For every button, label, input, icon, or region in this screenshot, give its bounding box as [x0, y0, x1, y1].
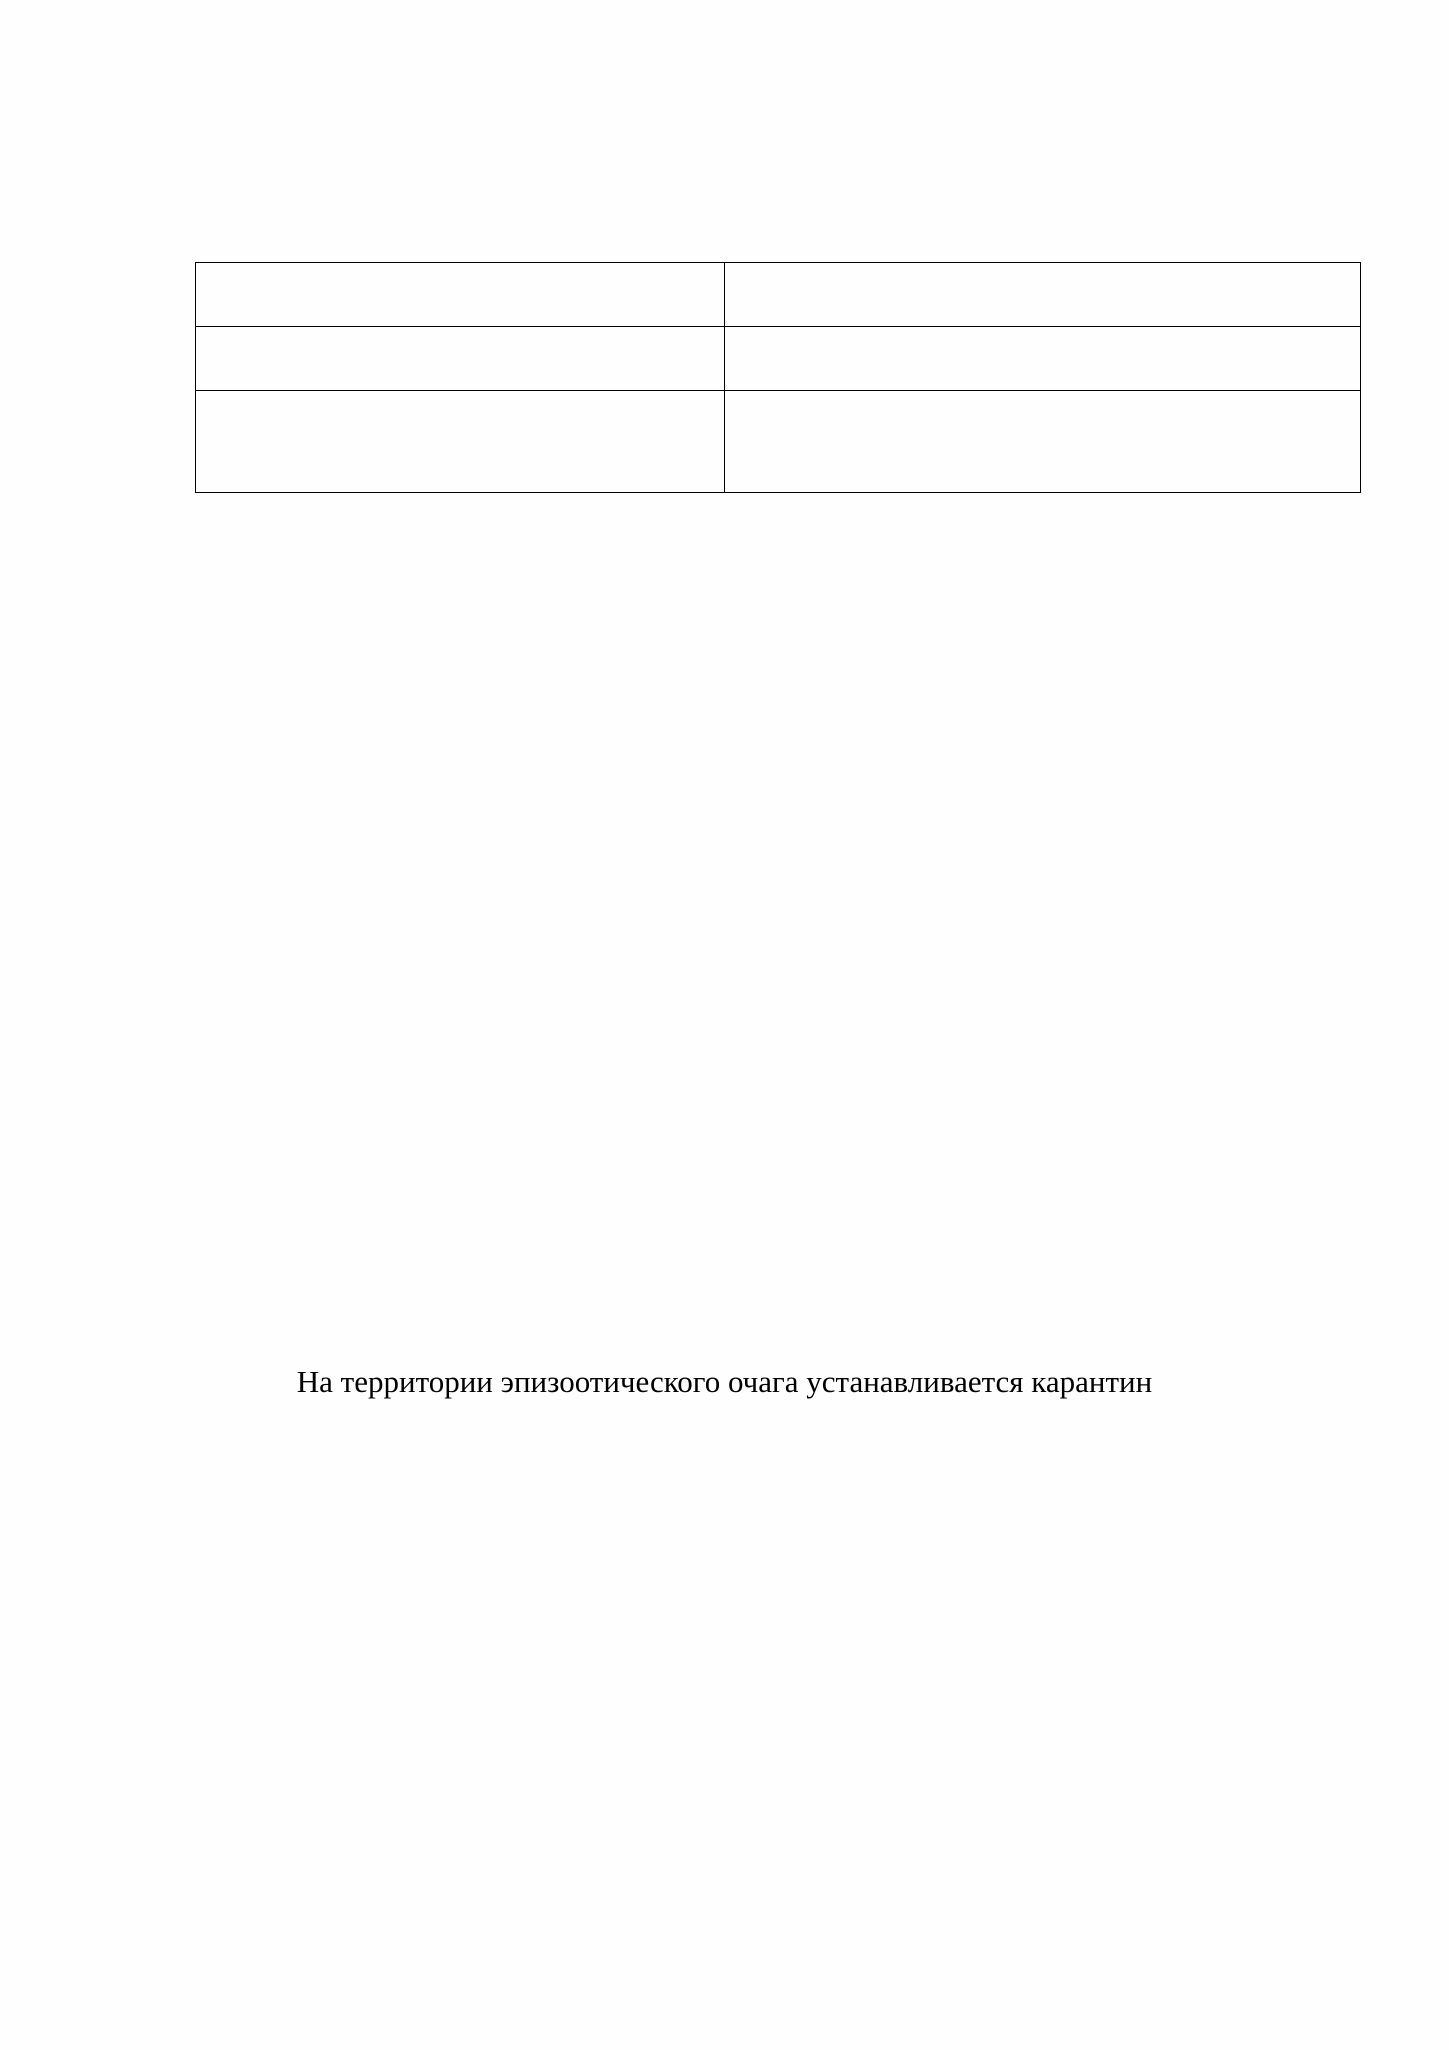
table-cell	[196, 263, 725, 327]
table-cell	[196, 327, 725, 391]
table-row	[196, 327, 1361, 391]
table-cell	[725, 263, 1361, 327]
empty-table	[195, 262, 1361, 493]
table-row	[196, 391, 1361, 493]
table-cell	[196, 391, 725, 493]
table-cell	[725, 391, 1361, 493]
body-paragraph: На территории эпизоотического очага устанавливается карантин	[296, 1364, 1153, 1399]
table-cell	[725, 327, 1361, 391]
table-row	[196, 263, 1361, 327]
